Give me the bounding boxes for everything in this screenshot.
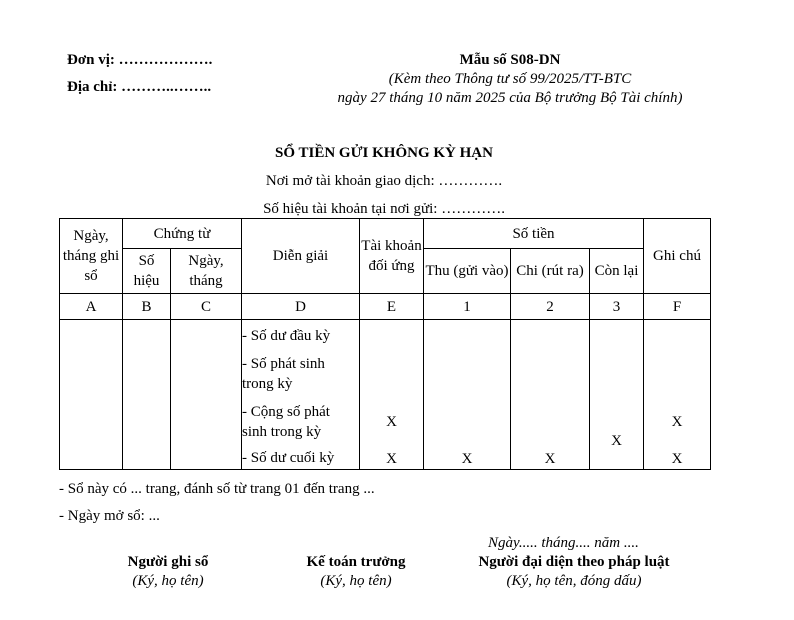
header-description: Diễn giải bbox=[242, 219, 360, 294]
pages-note: - Sổ này có ... trang, đánh số từ trang 01 đến trang ... bbox=[59, 481, 375, 497]
code-cell: A bbox=[60, 294, 123, 320]
table-row bbox=[60, 320, 711, 470]
mark-x: X bbox=[386, 451, 397, 467]
code-cell: F bbox=[644, 294, 711, 320]
code-cell: B bbox=[123, 294, 171, 320]
row-closing-balance: - Số dư cuối kỳ bbox=[242, 450, 335, 466]
voucher-number-cell bbox=[123, 320, 171, 470]
mark-x: X bbox=[544, 451, 556, 467]
header-deposit-in: Thu (gửi vào) bbox=[424, 249, 511, 294]
header-voucher-group: Chứng từ bbox=[123, 219, 242, 249]
subtitle-account-place: Nơi mở tài khoản giao dịch: …………. bbox=[265, 173, 503, 189]
code-cell: C bbox=[171, 294, 242, 320]
form-note-2: ngày 27 tháng 10 năm 2025 của Bộ trưởng Bộ Tài chính) bbox=[337, 90, 683, 106]
header-voucher-date: Ngày, tháng bbox=[171, 249, 242, 294]
signer-chief-accountant-note: (Ký, họ tên) bbox=[320, 573, 392, 589]
mark-x: X bbox=[461, 451, 473, 467]
header-voucher-number: Số hiệu bbox=[123, 249, 171, 294]
row-opening-balance: - Số dư đầu kỳ bbox=[242, 328, 331, 344]
header-amount-group: Số tiền bbox=[424, 219, 644, 249]
signer-legal-rep-title: Người đại diện theo pháp luật bbox=[478, 554, 670, 570]
withdraw-out-cell bbox=[511, 320, 590, 470]
code-cell: 1 bbox=[424, 294, 511, 320]
unit-label: Đơn vị: ………………. bbox=[67, 52, 213, 68]
mark-x: X bbox=[386, 414, 397, 430]
code-cell: E bbox=[360, 294, 424, 320]
row-period-arising-2: trong kỳ bbox=[242, 376, 293, 392]
mark-x: X bbox=[671, 414, 683, 430]
note-cell bbox=[644, 320, 711, 470]
sign-date-line: Ngày..... tháng.... năm .... bbox=[488, 535, 639, 551]
signer-legal-rep-note: (Ký, họ tên, đóng dấu) bbox=[506, 573, 642, 589]
row-total-arising-2: sinh trong kỳ bbox=[242, 424, 322, 440]
signer-bookkeeper-note: (Ký, họ tên) bbox=[132, 573, 204, 589]
open-date-note: - Ngày mở sổ: ... bbox=[59, 508, 160, 524]
header-note: Ghi chú bbox=[644, 219, 711, 294]
address-label: Địa chỉ: ………..…….. bbox=[67, 79, 212, 95]
description-cell bbox=[242, 320, 360, 470]
ledger-table bbox=[59, 218, 711, 470]
form-code: Mẫu số S08-DN bbox=[459, 52, 561, 68]
code-cell: 2 bbox=[511, 294, 590, 320]
code-cell: D bbox=[242, 294, 360, 320]
header-balance: Còn lại bbox=[590, 249, 644, 294]
deposit-in-cell bbox=[424, 320, 511, 470]
code-cell: 3 bbox=[590, 294, 644, 320]
account-cell bbox=[360, 320, 424, 470]
page-title: SỔ TIỀN GỬI KHÔNG KỲ HẠN bbox=[275, 145, 493, 161]
signer-chief-accountant-title: Kế toán trưởng bbox=[306, 554, 406, 570]
mark-x: X bbox=[611, 432, 622, 449]
subtitle-account-number: Số hiệu tài khoản tại nơi gửi: …………. bbox=[263, 201, 505, 217]
row-period-arising-1: - Số phát sinh bbox=[242, 356, 325, 372]
voucher-date-cell bbox=[171, 320, 242, 470]
balance-cell bbox=[590, 320, 644, 470]
mark-x: X bbox=[671, 451, 683, 467]
header-withdraw-out: Chi (rút ra) bbox=[511, 249, 590, 294]
date-cell bbox=[60, 320, 123, 470]
form-note-1: (Kèm theo Thông tư số 99/2025/TT-BTC bbox=[388, 71, 632, 87]
signer-bookkeeper-title: Người ghi sổ bbox=[127, 554, 209, 570]
header-date: Ngày, tháng ghi sổ bbox=[60, 219, 123, 294]
row-total-arising-1: - Cộng số phát bbox=[242, 404, 330, 420]
header-account: Tài khoản đối ứng bbox=[360, 219, 424, 294]
